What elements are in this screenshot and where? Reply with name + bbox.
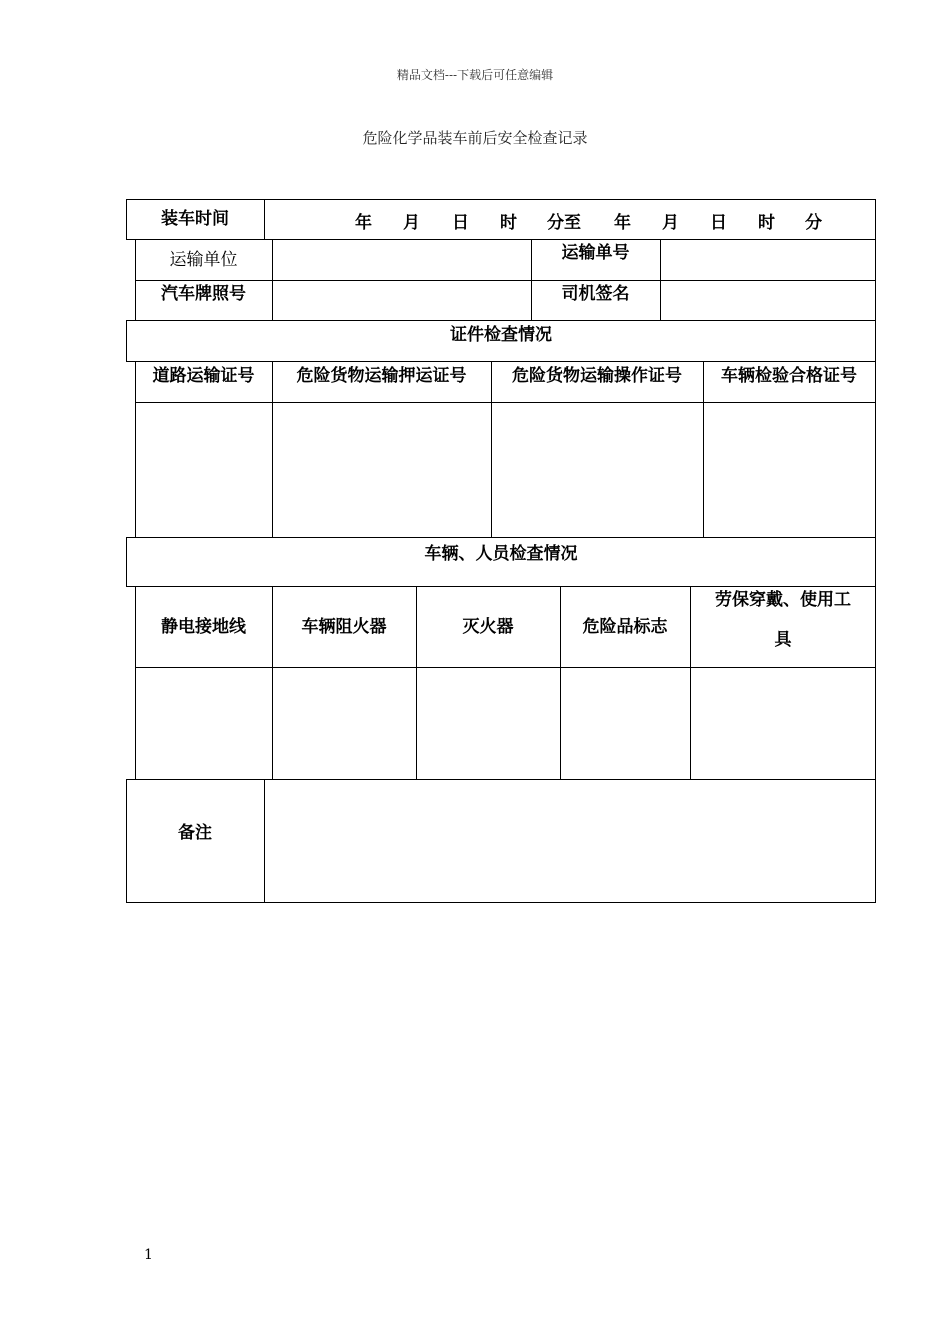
unit-minute-end: 分 — [805, 213, 822, 233]
hazard-sign-header: 危险品标志 — [582, 617, 668, 637]
vehicle-personnel-section-title: 车辆、人员检查情况 — [424, 544, 578, 564]
transport-unit-label: 运输单位 — [169, 250, 238, 270]
ppe-header-line1: 劳保穿戴、使用工 — [715, 590, 851, 610]
unit-year-start: 年 — [355, 213, 372, 233]
vehicle-inspection-cert-header: 车辆检验合格证号 — [721, 366, 857, 386]
unit-day-start: 日 — [452, 213, 469, 233]
remarks-field[interactable] — [265, 780, 875, 902]
documents-section-title: 证件检查情况 — [450, 325, 552, 345]
ppe-header-line2: 具 — [774, 630, 792, 650]
load-time-label: 装车时间 — [161, 209, 229, 229]
unit-hour-start: 时 — [500, 213, 517, 233]
static-ground-wire-header: 静电接地线 — [161, 617, 246, 637]
header-note: 精品文档---下载后可任意编辑 — [396, 68, 554, 82]
operation-permit-header: 危险货物运输操作证号 — [512, 366, 682, 386]
page-number: 1 — [144, 1247, 153, 1263]
unit-day-end: 日 — [710, 213, 727, 233]
road-transport-permit-header: 道路运输证号 — [152, 366, 255, 386]
unit-month-end: 月 — [662, 213, 679, 233]
remarks-label: 备注 — [178, 823, 212, 843]
unit-minute-to: 分至 — [547, 213, 581, 233]
escort-permit-header: 危险货物运输押运证号 — [296, 366, 467, 386]
unit-hour-end: 时 — [758, 213, 775, 233]
flame-arrester-header: 车辆阻火器 — [301, 617, 387, 637]
driver-signature-label: 司机签名 — [561, 284, 630, 304]
fire-extinguisher-header: 灭火器 — [462, 617, 514, 637]
unit-year-end: 年 — [614, 213, 631, 233]
unit-month-start: 月 — [403, 213, 420, 233]
document-title: 危险化学品装车前后安全检查记录 — [362, 129, 588, 147]
plate-number-label: 汽车牌照号 — [161, 284, 246, 304]
transport-order-label: 运输单号 — [561, 243, 630, 263]
